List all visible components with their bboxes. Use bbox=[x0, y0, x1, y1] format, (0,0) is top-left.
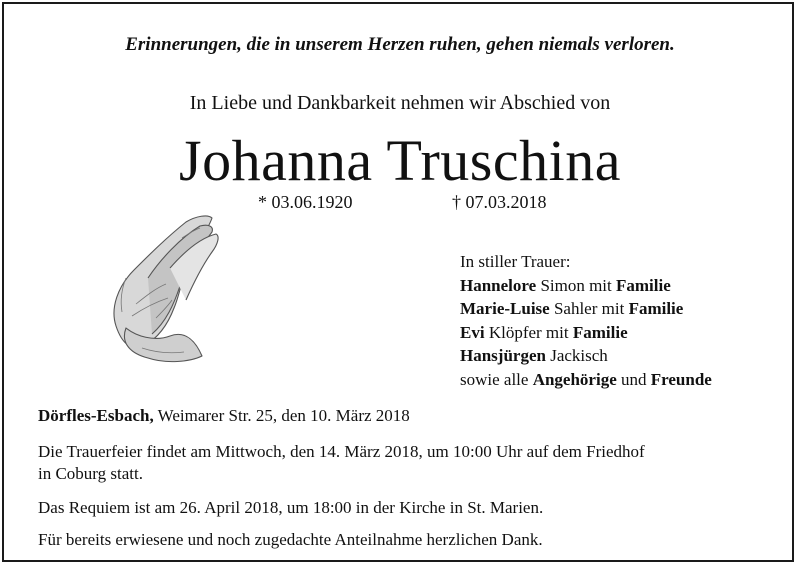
requiem-info: Das Requiem ist am 26. April 2018, um 18:00 in der Kirche in St. Marien. bbox=[38, 498, 544, 517]
funeral-info: Die Trauerfeier findet am Mittwoch, den 14. März 2018, um 10:00 Uhr auf dem Friedhof in Coburg statt. bbox=[38, 442, 645, 483]
mourner-line: Marie-Luise Sahler mit Familie bbox=[460, 299, 684, 318]
mourners-block bbox=[460, 250, 712, 391]
thanks-line: Für bereits erwiesene und noch zugedachte Anteilnahme herzlichen Dank. bbox=[38, 530, 543, 549]
deceased-name: Johanna Truschina bbox=[179, 128, 621, 193]
motto: Erinnerungen, die in unserem Herzen ruhen, gehen niemals verloren. bbox=[125, 34, 675, 55]
praying-hands-icon bbox=[96, 208, 226, 368]
mourner-line: Evi Klöpfer mit Familie bbox=[460, 322, 628, 342]
mourner-line: Hansjürgen Jackisch bbox=[460, 346, 608, 365]
mourners-heading: In stiller Trauer: bbox=[460, 252, 571, 271]
death-date: † 07.03.2018 bbox=[452, 192, 547, 212]
mourner-line: Hannelore Simon mit Familie bbox=[460, 275, 671, 295]
mourner-line: sowie alle Angehörige und Freunde bbox=[460, 369, 712, 389]
place-date-line: Dörfles-Esbach, Weimarer Str. 25, den 10. März 2018 bbox=[38, 406, 410, 425]
intro-line: In Liebe und Dankbarkeit nehmen wir Abschied von bbox=[189, 92, 611, 114]
birth-date: * 03.06.1920 bbox=[258, 192, 353, 212]
